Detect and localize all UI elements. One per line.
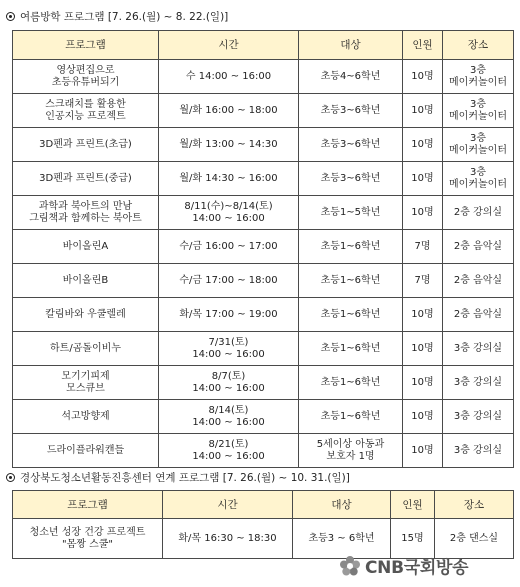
cell-time: 월/화 13:00 ~ 14:30 (159, 128, 299, 162)
table-header-row (13, 31, 514, 60)
cell-program: 모기기피제 모스큐브 (13, 366, 159, 400)
header-program: 프로그램 (13, 31, 159, 60)
table-row (13, 332, 514, 366)
cell-target: 초등3 ~ 6학년 (293, 519, 391, 559)
cell-target: 초등1~6학년 (299, 332, 403, 366)
cell-target: 5세이상 아동과 보호자 1명 (299, 434, 403, 468)
cell-capacity: 10명 (403, 60, 443, 94)
cell-program: 바이올린B (13, 264, 159, 298)
cell-location: 3층 메이커놀이터 (443, 94, 514, 128)
cell-time: 8/11(수)~8/14(토) 14:00 ~ 16:00 (159, 196, 299, 230)
cell-capacity: 10명 (403, 128, 443, 162)
cell-time: 수/금 16:00 ~ 17:00 (159, 230, 299, 264)
cell-target: 초등3~6학년 (299, 128, 403, 162)
cell-program: 하트/곰돌이비누 (13, 332, 159, 366)
header-target: 대상 (299, 31, 403, 60)
flower-logo-icon (339, 555, 361, 577)
header-program: 프로그램 (13, 491, 163, 519)
table-row (13, 400, 514, 434)
cell-capacity: 7명 (403, 230, 443, 264)
cell-time: 8/14(토) 14:00 ~ 16:00 (159, 400, 299, 434)
header-location: 장소 (435, 491, 514, 519)
cell-capacity: 15명 (391, 519, 435, 559)
cell-program: 3D펜과 프린트(중급) (13, 162, 159, 196)
cell-target: 초등1~6학년 (299, 264, 403, 298)
section-title-text: 여름방학 프로그램 [7. 26.(월) ~ 8. 22.(일)] (20, 11, 229, 23)
cell-time: 수/금 17:00 ~ 18:00 (159, 264, 299, 298)
cell-time: 월/화 16:00 ~ 18:00 (159, 94, 299, 128)
cell-time: 화/목 17:00 ~ 19:00 (159, 298, 299, 332)
cell-target: 초등1~5학년 (299, 196, 403, 230)
cell-capacity: 10명 (403, 196, 443, 230)
cell-target: 초등1~6학년 (299, 230, 403, 264)
table-row (13, 196, 514, 230)
header-location: 장소 (443, 31, 514, 60)
cell-capacity: 10명 (403, 162, 443, 196)
cell-location: 3층 강의실 (443, 366, 514, 400)
table-row (13, 434, 514, 468)
cell-time: 8/7(토) 14:00 ~ 16:00 (159, 366, 299, 400)
cell-program: 스크래치를 활용한 인공지능 프로젝트 (13, 94, 159, 128)
cell-program: 3D펜과 프린트(초급) (13, 128, 159, 162)
watermark-logo (339, 553, 468, 578)
table-row (13, 94, 514, 128)
summer-program-table (12, 30, 514, 468)
table-row (13, 298, 514, 332)
cell-location: 3층 메이커놀이터 (443, 60, 514, 94)
header-capacity: 인원 (403, 31, 443, 60)
header-capacity: 인원 (391, 491, 435, 519)
cell-capacity: 10명 (403, 332, 443, 366)
cell-location: 2층 음악실 (443, 298, 514, 332)
cell-target: 초등1~6학년 (299, 400, 403, 434)
cell-capacity: 10명 (403, 434, 443, 468)
cell-program: 바이올린A (13, 230, 159, 264)
cell-program: 청소년 성장 건강 프로젝트 "몸짱 스쿨" (13, 519, 163, 559)
cell-capacity: 10명 (403, 400, 443, 434)
cell-program: 영상편집으로 초등유튜버되기 (13, 60, 159, 94)
cell-program: 드라이플라워캔들 (13, 434, 159, 468)
cell-program: 과학과 북아트의 만남 그림책과 함께하는 북아트 (13, 196, 159, 230)
cell-location: 2층 음악실 (443, 230, 514, 264)
watermark-text: CNB국회방송 (365, 558, 469, 578)
cell-location: 2층 음악실 (443, 264, 514, 298)
cell-location: 3층 강의실 (443, 332, 514, 366)
cell-location: 2층 강의실 (443, 196, 514, 230)
cell-target: 초등1~6학년 (299, 298, 403, 332)
table-row (13, 264, 514, 298)
table-row (13, 128, 514, 162)
cell-location: 3층 메이커놀이터 (443, 128, 514, 162)
circle-bullet-icon (6, 12, 15, 21)
cell-time: 수 14:00 ~ 16:00 (159, 60, 299, 94)
cell-location: 3층 강의실 (443, 400, 514, 434)
table-row (13, 60, 514, 94)
cell-capacity: 10명 (403, 94, 443, 128)
cell-target: 초등4~6학년 (299, 60, 403, 94)
section-title-text: 경상북도청소년활동진흥센터 연계 프로그램 [7. 26.(월) ~ 10. 31.(일)] (20, 472, 350, 484)
section-title-linked (6, 470, 350, 485)
cell-time: 화/목 16:30 ~ 18:30 (163, 519, 293, 559)
cell-capacity: 7명 (403, 264, 443, 298)
cell-program: 칼림바와 우쿨렐레 (13, 298, 159, 332)
cell-capacity: 10명 (403, 366, 443, 400)
section-title-summer (6, 9, 228, 24)
table-row (13, 162, 514, 196)
cell-location: 3층 메이커놀이터 (443, 162, 514, 196)
cell-program: 석고방향제 (13, 400, 159, 434)
table-header-row (13, 491, 514, 519)
header-time: 시간 (159, 31, 299, 60)
cell-capacity: 10명 (403, 298, 443, 332)
cell-target: 초등3~6학년 (299, 162, 403, 196)
cell-target: 초등1~6학년 (299, 366, 403, 400)
circle-bullet-icon (6, 473, 15, 482)
table-row (13, 230, 514, 264)
cell-time: 7/31(토) 14:00 ~ 16:00 (159, 332, 299, 366)
table-row (13, 366, 514, 400)
header-time: 시간 (163, 491, 293, 519)
cell-time: 월/화 14:30 ~ 16:00 (159, 162, 299, 196)
cell-time: 8/21(토) 14:00 ~ 16:00 (159, 434, 299, 468)
cell-location: 2층 댄스실 (435, 519, 514, 559)
cell-location: 3층 강의실 (443, 434, 514, 468)
linked-program-table (12, 490, 514, 559)
header-target: 대상 (293, 491, 391, 519)
cell-target: 초등3~6학년 (299, 94, 403, 128)
